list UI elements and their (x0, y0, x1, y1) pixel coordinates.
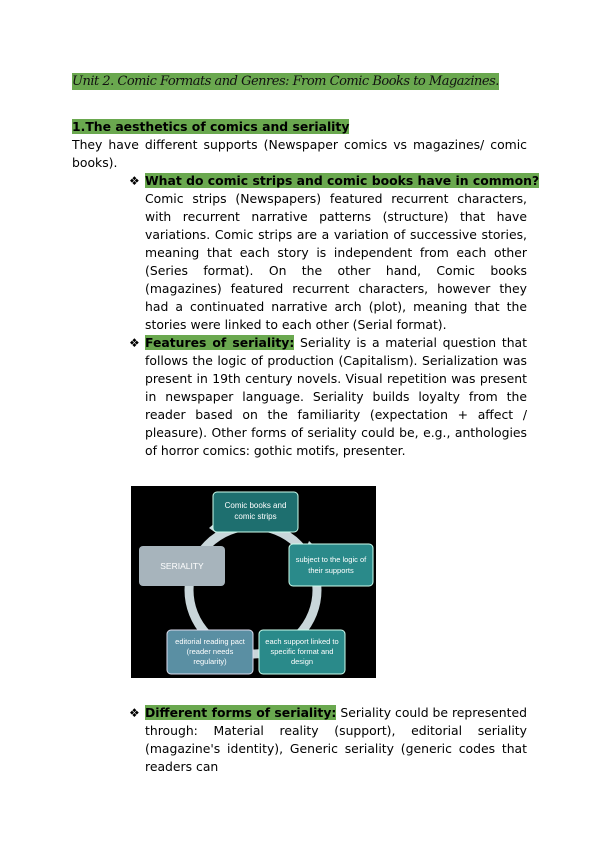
title-highlight: Unit 2. Comic Formats and Genres: From Comic Books to Magazines. (72, 74, 499, 89)
bullet-text-common: Comic strips (Newspapers) featured recurrent characters, with recurrent narrative patterns (structure) that have variations. Comic strips are a variation of successive stories, meaning that each story is independent from each other (Series format). On the other hand, Comic books (magazines) featured recurrent characters, however they had a continuated narrative arch (plot), meaning that the stories were linked to each other (Serial format). (145, 191, 527, 332)
node-seriality-label: SERIALITY (160, 561, 204, 571)
node-reading-pact-line2: (reader needs (186, 647, 234, 656)
node-logic-supports-line2: their supports (308, 566, 354, 575)
node-support-format-line2: specific format and (270, 647, 334, 656)
node-logic-supports (289, 544, 373, 586)
node-reading-pact-line3: regularity) (193, 657, 227, 666)
bullet-label: Features of seriality: (145, 335, 295, 350)
bullet-heading-common: What do comic strips and comic books have in common? (145, 173, 540, 188)
bullet-label: Different forms of seriality: (145, 705, 337, 720)
bullet-features-seriality (145, 334, 527, 460)
node-support-format-line3: design (290, 657, 314, 666)
diamond-bullet-icon: ❖ (129, 336, 140, 350)
node-support-format-line1: each support linked to (265, 637, 339, 646)
node-reading-pact-line1: editorial reading pact (175, 637, 245, 646)
bullet-text: Seriality is a material question that follows the logic of production (Capitalism). Serialization was present in 19th century novels. Visual repetition was present in newspaper language. Seriality builds loyalty from the reader based on the familiarity (expectation + affect / pleasure). Other forms of seriality could be, e.g., anthologies of horror comics: gothic motifs, presenter. (145, 335, 527, 458)
seriality-cycle-diagram (131, 486, 376, 678)
bullet-text: Seriality could be represented through: Material reality (support), editorial seriality (magazine's identity), Generic seriality (generic codes that readers can (145, 705, 527, 774)
diamond-bullet-icon: ❖ (129, 706, 140, 720)
diamond-bullet-icon: ❖ (129, 174, 140, 188)
node-comic-books-line2: comic strips (234, 512, 277, 521)
node-logic-supports-line1: subject to the logic of (295, 555, 367, 564)
intro-paragraph: They have different supports (Newspaper comics vs magazines/ comic books). (72, 137, 527, 170)
cycle-diagram-svg (131, 486, 376, 678)
document-title (72, 72, 499, 92)
section-heading: 1.The aesthetics of comics and seriality (72, 119, 350, 134)
bullet-forms-seriality (145, 704, 527, 776)
node-comic-books-line1: Comic books and (224, 501, 287, 510)
